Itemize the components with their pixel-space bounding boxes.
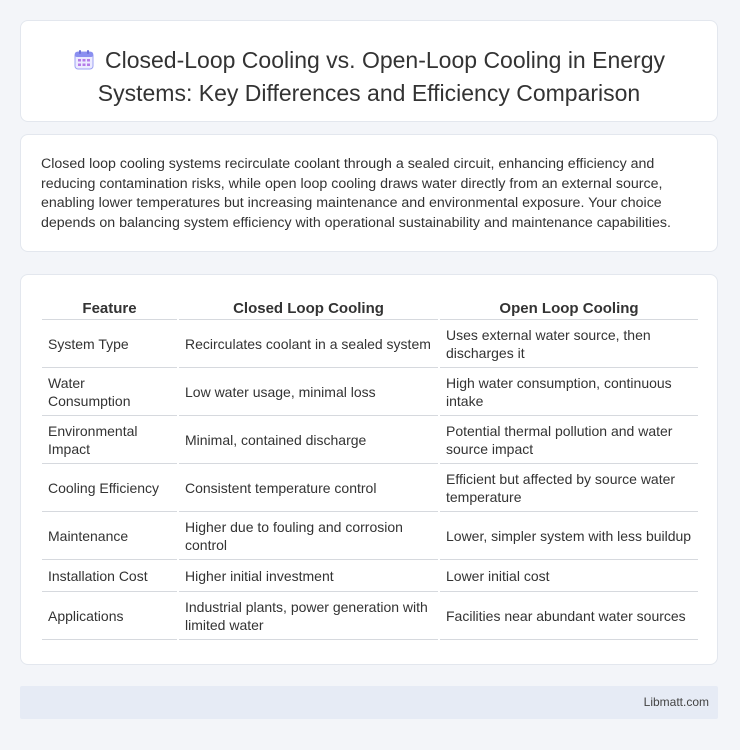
feature-cell: Water Consumption (42, 368, 178, 416)
table-header-row (42, 297, 698, 320)
closed-loop-cell: Higher initial investment (178, 560, 439, 592)
table-row (42, 320, 698, 368)
closed-loop-cell: Minimal, contained discharge (178, 416, 439, 464)
page-title-text: Closed-Loop Cooling vs. Open-Loop Cooling in Energy Systems: Key Differences and Efficiency Comparison (97, 47, 665, 106)
feature-cell: Cooling Efficiency (42, 464, 178, 512)
intro-card (20, 134, 718, 252)
column-header: Closed Loop Cooling (178, 297, 439, 320)
calendar-icon (73, 48, 95, 78)
feature-cell: Applications (42, 592, 178, 640)
closed-loop-cell: Recirculates coolant in a sealed system (178, 320, 439, 368)
feature-cell: System Type (42, 320, 178, 368)
open-loop-cell: Efficient but affected by source water temperature (439, 464, 698, 512)
footer-bar (20, 686, 718, 719)
open-loop-cell: High water consumption, continuous intake (439, 368, 698, 416)
open-loop-cell: Lower, simpler system with less buildup (439, 512, 698, 560)
open-loop-cell: Lower initial cost (439, 560, 698, 592)
table-row (42, 368, 698, 416)
intro-paragraph: Closed loop cooling systems recirculate coolant through a sealed circuit, enhancing efficiency and reducing contamination risks, while open loop cooling draws water directly from an external source, enabling lower temperatures but increasing maintenance and environmental exposure. Your choice depends on balancing system efficiency with operational sustainability and maintenance capabilities. (41, 156, 671, 231)
closed-loop-cell: Low water usage, minimal loss (178, 368, 439, 416)
table-row (42, 512, 698, 560)
closed-loop-cell: Higher due to fouling and corrosion control (178, 512, 439, 560)
footer-brand-link[interactable]: Libmatt.com (643, 695, 709, 709)
table-row (42, 560, 698, 592)
column-header: Feature (42, 297, 178, 320)
page-title (21, 21, 717, 108)
table-row (42, 592, 698, 640)
column-header: Open Loop Cooling (439, 297, 698, 320)
open-loop-cell: Facilities near abundant water sources (439, 592, 698, 640)
feature-cell: Environmental Impact (42, 416, 178, 464)
open-loop-cell: Uses external water source, then discharges it (439, 320, 698, 368)
open-loop-cell: Potential thermal pollution and water source impact (439, 416, 698, 464)
title-card (20, 20, 718, 122)
feature-cell: Maintenance (42, 512, 178, 560)
comparison-table (42, 297, 698, 640)
feature-cell: Installation Cost (42, 560, 178, 592)
table-row (42, 416, 698, 464)
comparison-table-card (20, 274, 718, 665)
closed-loop-cell: Consistent temperature control (178, 464, 439, 512)
closed-loop-cell: Industrial plants, power generation with limited water (178, 592, 439, 640)
table-row (42, 464, 698, 512)
